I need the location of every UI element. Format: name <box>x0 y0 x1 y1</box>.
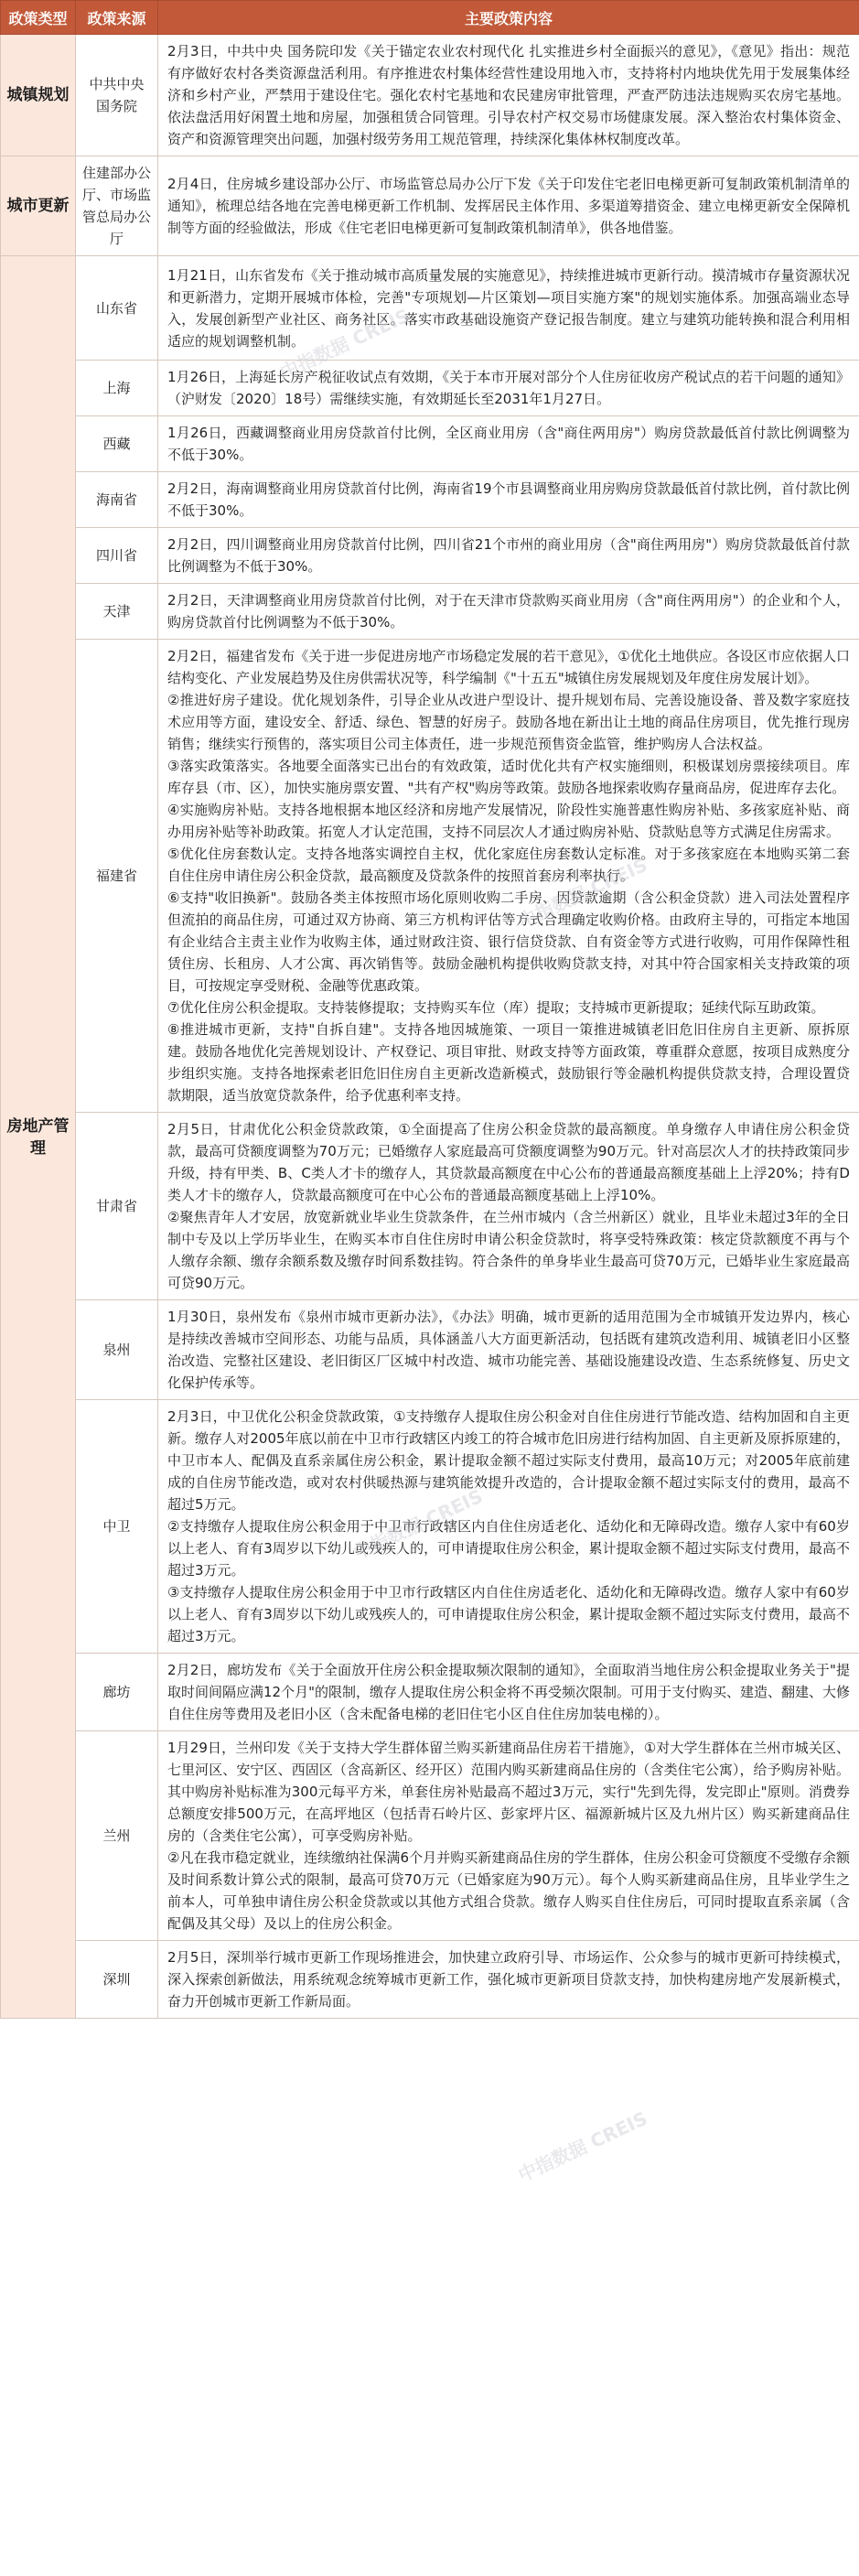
header-policy-type: 政策类型 <box>1 1 76 35</box>
policy-content-cell <box>158 1400 859 1654</box>
policy-source-cell: 甘肃省 <box>76 1113 158 1300</box>
policy-source-cell: 住建部办公厅、市场监管总局办公厅 <box>76 156 158 256</box>
policy-content-cell <box>158 584 859 640</box>
table-row <box>1 472 859 528</box>
policy-content-cell <box>158 1300 859 1400</box>
policy-source-cell: 兰州 <box>76 1731 158 1941</box>
policy-content-cell <box>158 528 859 584</box>
table-row <box>1 1654 859 1731</box>
policy-source-cell: 天津 <box>76 584 158 640</box>
policy-content-cell <box>158 1113 859 1300</box>
policy-paragraph: 2月2日，福建省发布《关于进一步促进房地产市场稳定发展的若干意见》，①优化土地供应。各设区市应依据人口结构变化、产业发展趋势及住房供需状况等，科学编制《"十五五"城镇住房发展规划及年度住房发展计划》。 <box>167 648 850 686</box>
policy-paragraph: 1月21日，山东省发布《关于推动城市高质量发展的实施意见》，持续推进城市更新行动。摸清城市存量资源状况和更新潜力，定期开展城市体检，完善"专项规划—片区策划—项目实施方案"的规划实施体系。加强高端业态导入，发展创新型产业社区、商务社区。落实市政基础设施资产登记报告制度。建立与建筑功能转换和混合利用相适应的规划调整机制。 <box>167 266 850 350</box>
policy-paragraph: ⑥支持"收旧换新"。鼓励各类主体按照市场化原则收购二手房、因贷款逾期（含公积金贷款）进入司法处置程序但流拍的商品住房，可通过双方协商、第三方机构评估等方式合理确定收购价格。由政府主导的，可指定本地国有企业结合主责主业作为收购主体，通过财政注资、银行信贷贷款、自有资金等方式进行收购，可用作保障性租赁住房、长租房、人才公寓、再次销售等。鼓励金融机构提供收购贷款支持，对其中符合国家相关支持政策的项目，可按规定享受财税、金融等优惠政策。 <box>167 889 850 994</box>
policy-paragraph: 1月26日，上海延长房产税征收试点有效期，《关于本市开展对部分个人住房征收房产税试点的若干问题的通知》（沪财发〔2020〕18号）需继续实施，有效期延长至2031年1月27日。 <box>167 369 850 407</box>
table-row <box>1 35 859 156</box>
policy-paragraph: 1月30日，泉州发布《泉州市城市更新办法》，《办法》明确，城市更新的适用范围为全市城镇开发边界内，核心是持续改善城市空间形态、功能与品质，具体涵盖八大方面更新活动，包括既有建筑改造利用、城镇老旧小区整治改造、完整社区建设、老旧街区厂区城中村改造、城市功能完善、基础设施建设改造、生态系统修复、历史文化保护传承等。 <box>167 1309 850 1391</box>
policy-content-cell <box>158 156 859 256</box>
table-row <box>1 528 859 584</box>
policy-paragraph: 2月4日，住房城乡建设部办公厅、市场监管总局办公厅下发《关于印发住宅老旧电梯更新可复制政策机制清单的通知》，梳理总结各地在完善电梯更新工作机制、发挥居民主体作用、多渠道筹措资金、建立电梯更新安全保障机制等方面的经验做法，形成《住宅老旧电梯更新可复制政策机制清单》，供各地借鉴。 <box>167 176 850 236</box>
policy-paragraph: 2月2日，四川调整商业用房贷款首付比例，四川省21个市州的商业用房（含"商住两用房"）购房贷款最低首付款比例调整为不低于30%。 <box>167 536 850 575</box>
policy-paragraph: 2月5日，甘肃优化公积金贷款政策，①全面提高了住房公积金贷款的最高额度。单身缴存人申请住房公积金贷款，最高可贷额度调整为70万元；已婚缴存人家庭最高可贷额度调整为90万元。针对高层次人才的扶持政策同步升级，持有甲类、B、C类人才卡的缴存人，其贷款最高额度在中心公布的普通最高额度基础上上浮20%；持有D类人才卡的缴存人，贷款最高额度可在中心公布的普通最高额度基础上上浮10%。 <box>167 1121 850 1203</box>
policy-paragraph: 1月26日，西藏调整商业用房贷款首付比例，全区商业用房（含"商住两用房"）购房贷款最低首付款比例调整为不低于30%。 <box>167 425 850 463</box>
table-row <box>1 584 859 640</box>
policy-content-cell <box>158 35 859 156</box>
policy-type-cell: 城市更新 <box>1 156 76 256</box>
watermark: 中指数据 CREIS <box>514 853 651 932</box>
policy-paragraph: 2月2日，廊坊发布《关于全面放开住房公积金提取频次限制的通知》，全面取消当地住房公积金提取业务关于"提取时间间隔应满12个月"的限制，缴存人提取住房公积金将不再受频次限制。可用于支付购买、建造、翻建、大修自住住房等费用及老旧小区（含未配备电梯的老旧住宅小区自住住房加装电梯的）。 <box>167 1662 850 1722</box>
policy-paragraph: 1月29日，兰州印发《关于支持大学生群体留兰购买新建商品住房若干措施》，①对大学生群体在兰州市城关区、七里河区、安宁区、西固区（含高新区、经开区）范围内购买新建商品住房的（含类住宅公寓），给予购房补贴。其中购房补贴标准为300元每平方米，单套住房补贴最高不超过3万元，实行"先到先得，发完即止"原则。消费券总额度安排500万元，在高坪地区（包括青石岭片区、彭家坪片区、福源新城片区及九州片区）购买新建商品住房的（含类住宅公寓），可享受购房补贴。 <box>167 1740 850 1844</box>
policy-content-cell <box>158 361 859 416</box>
policy-paragraph: ③落实政策落实。各地要全面落实已出台的有效政策，适时优化共有产权实施细则，积极谋划房票接续项目。库库存县（市、区），加快实施房票安置、"共有产权"购房等政策。鼓励各地探索收购存量商品房，促进库存去化。 <box>167 758 850 796</box>
table-row <box>1 1731 859 1941</box>
policy-paragraph: ②凡在我市稳定就业，连续缴纳社保满6个月并购买新建商品住房的学生群体，住房公积金可贷额度不受缴存余额及时间系数计算公式的限制，最高可贷70万元（已婚家庭为90万元）。每个人购买新建商品住房，且毕业学生之前本人，可单独申请住房公积金贷款或以其他方式组合贷款。缴存人购买自住住房后，可同时提取直系亲属（含配偶及其父母）及以上的住房公积金。 <box>167 1849 850 1932</box>
policy-paragraph: 2月3日，中卫优化公积金贷款政策，①支持缴存人提取住房公积金对自住住房进行节能改造、结构加固和自主更新。缴存人对2005年底以前在中卫市行政辖区内竣工的符合城市危旧房进行结构加固、自主更新及原拆原建的，中卫市本人、配偶及直系亲属住房公积金，累计提取金额不超过实际支付费用，最高10万元；对2005年底前建成的自住房节能改造，或对农村供暖热源与建筑能效提升改造的，合计提取金额不超过实际支付的费用，最高不超过5万元。 <box>167 1408 850 1513</box>
policy-source-cell: 中卫 <box>76 1400 158 1654</box>
table-row <box>1 1941 859 2019</box>
table-row <box>1 156 859 256</box>
policy-paragraph: ②聚焦青年人才安居，放宽新就业毕业生贷款条件，在兰州市城内（含兰州新区）就业，且毕业未超过3年的全日制中专及以上学历毕业生，在购买本市自住住房时申请公积金贷款时，将享受特殊政策：核定贷款额度不再与个人缴存余额、缴存余额系数及缴存时间系数挂钩。符合条件的单身毕业生最高可贷70万元，已婚毕业生家庭最高可贷90万元。 <box>167 1209 850 1291</box>
policy-type-cell: 城镇规划 <box>1 35 76 156</box>
table-row <box>1 1113 859 1300</box>
policy-source-cell: 泉州 <box>76 1300 158 1400</box>
table-header-row <box>1 1 859 35</box>
watermark: 中指数据 CREIS <box>514 2107 651 2186</box>
policy-paragraph: 2月2日，天津调整商业用房贷款首付比例，对于在天津市贷款购买商业用房（含"商住两用房"）的企业和个人，购房贷款首付比例调整为不低于30%。 <box>167 592 850 631</box>
policy-paragraph: ②推进好房子建设。优化规划条件，引导企业从改进户型设计、提升规划布局、完善设施设备、普及数字家庭技术应用等方面，建设安全、舒适、绿色、智慧的好房子。鼓励各地在新出让土地的商品住房项目，优先推行现房销售；继续实行预售的，落实项目公司主体责任，进一步规范预售资金监管，维护购房人合法权益。 <box>167 692 850 752</box>
policy-paragraph: 2月5日，深圳举行城市更新工作现场推进会，加快建立政府引导、市场运作、公众参与的城市更新可持续模式，深入探索创新做法，用系统观念统筹城市更新工作，强化城市更新项目贷款支持，加快构建房地产发展新模式，奋力开创城市更新工作新局面。 <box>167 1949 850 2010</box>
policy-content-cell <box>158 1941 859 2019</box>
policy-source-cell: 福建省 <box>76 640 158 1113</box>
header-policy-content: 主要政策内容 <box>158 1 859 35</box>
policy-content-cell <box>158 416 859 472</box>
policy-content-cell <box>158 256 859 361</box>
policy-source-cell: 中共中央 国务院 <box>76 35 158 156</box>
policy-source-cell: 深圳 <box>76 1941 158 2019</box>
table-row <box>1 361 859 416</box>
table-row <box>1 640 859 1113</box>
policy-content-cell <box>158 472 859 528</box>
watermark: 中指数据 CREIS <box>276 304 413 383</box>
policy-paragraph: ⑦优化住房公积金提取。支持装修提取；支持购买车位（库）提取；支持城市更新提取；延续代际互助政策。 <box>167 999 825 1016</box>
policy-type-cell: 房地产管理 <box>1 256 76 2019</box>
policy-paragraph: ③支持缴存人提取住房公积金用于中卫市行政辖区内自住住房适老化、适幼化和无障碍改造。缴存人家中有60岁以上老人、育有3周岁以下幼儿或残疾人的，可申请提取住房公积金，累计提取金额不超过实际支付费用，最高不超过3万元。 <box>167 1584 850 1644</box>
table-row <box>1 1400 859 1654</box>
policy-source-cell: 山东省 <box>76 256 158 361</box>
policy-source-cell: 上海 <box>76 361 158 416</box>
header-policy-source: 政策来源 <box>76 1 158 35</box>
policy-paragraph: ⑤优化住房套数认定。支持各地落实调控自主权，优化家庭住房套数认定标准。对于多孩家庭在本地购买第二套自住住房申请住房公积金贷款，最高额度及贷款条件的按照首套房利率执行。 <box>167 846 850 884</box>
table-row <box>1 256 859 361</box>
watermark: 中指数据 CREIS <box>349 1484 487 1564</box>
policy-source-cell: 廊坊 <box>76 1654 158 1731</box>
policy-content-cell <box>158 1654 859 1731</box>
policy-source-cell: 西藏 <box>76 416 158 472</box>
policy-source-cell: 四川省 <box>76 528 158 584</box>
policy-content-cell <box>158 640 859 1113</box>
table-row <box>1 416 859 472</box>
policy-paragraph: ⑧推进城市更新，支持"自拆自建"。支持各地因城施策、一项目一策推进城镇老旧危旧住房自主更新、原拆原建。鼓励各地优化完善规划设计、产权登记、项目审批、财政支持等方面政策，尊重群众意愿，按项目成熟度分步组织实施。支持各地探索老旧危旧住房自主更新改造新模式，鼓励银行等金融机构提供贷款支持，合理设置贷款期限，适当放宽贷款条件，给予优惠利率支持。 <box>167 1021 850 1104</box>
table-row <box>1 1300 859 1400</box>
policy-source-cell: 海南省 <box>76 472 158 528</box>
policy-paragraph: ④实施购房补贴。支持各地根据本地区经济和房地产发展情况，阶段性实施普惠性购房补贴、多孩家庭补贴、商办用房补贴等补助政策。拓宽人才认定范围，支持不同层次人才通过购房补贴、贷款贴息等方式满足住房需求。 <box>167 802 850 840</box>
policy-paragraph: 2月2日，海南调整商业用房贷款首付比例，海南省19个市县调整商业用房购房贷款最低首付款比例，首付款比例不低于30%。 <box>167 480 850 519</box>
policy-content-cell <box>158 1731 859 1941</box>
policy-paragraph: 2月3日，中共中央 国务院印发《关于锚定农业农村现代化 扎实推进乡村全面振兴的意见》，《意见》指出：规范有序做好农村各类资源盘活利用。有序推进农村集体经营性建设用地入市，支持将村内地块优先用于发展集体经济和乡村产业，严禁用于建设住宅。强化农村宅基地和农民建房审批管理，严查严防违法违规购买农房宅基地。依法盘活用好闲置土地和房屋，加强租赁合同管理。引导农村产权交易市场健康发展。深入整治农村集体资金、资产和资源管理突出问题，加强村级劳务用工规范管理，持续深化集体林权制度改革。 <box>167 43 850 147</box>
policy-paragraph: ②支持缴存人提取住房公积金用于中卫市行政辖区内自住住房适老化、适幼化和无障碍改造。缴存人家中有60岁以上老人、育有3周岁以下幼儿或残疾人的，可申请提取住房公积金，累计提取金额不超过实际支付费用，最高不超过3万元。 <box>167 1518 850 1579</box>
